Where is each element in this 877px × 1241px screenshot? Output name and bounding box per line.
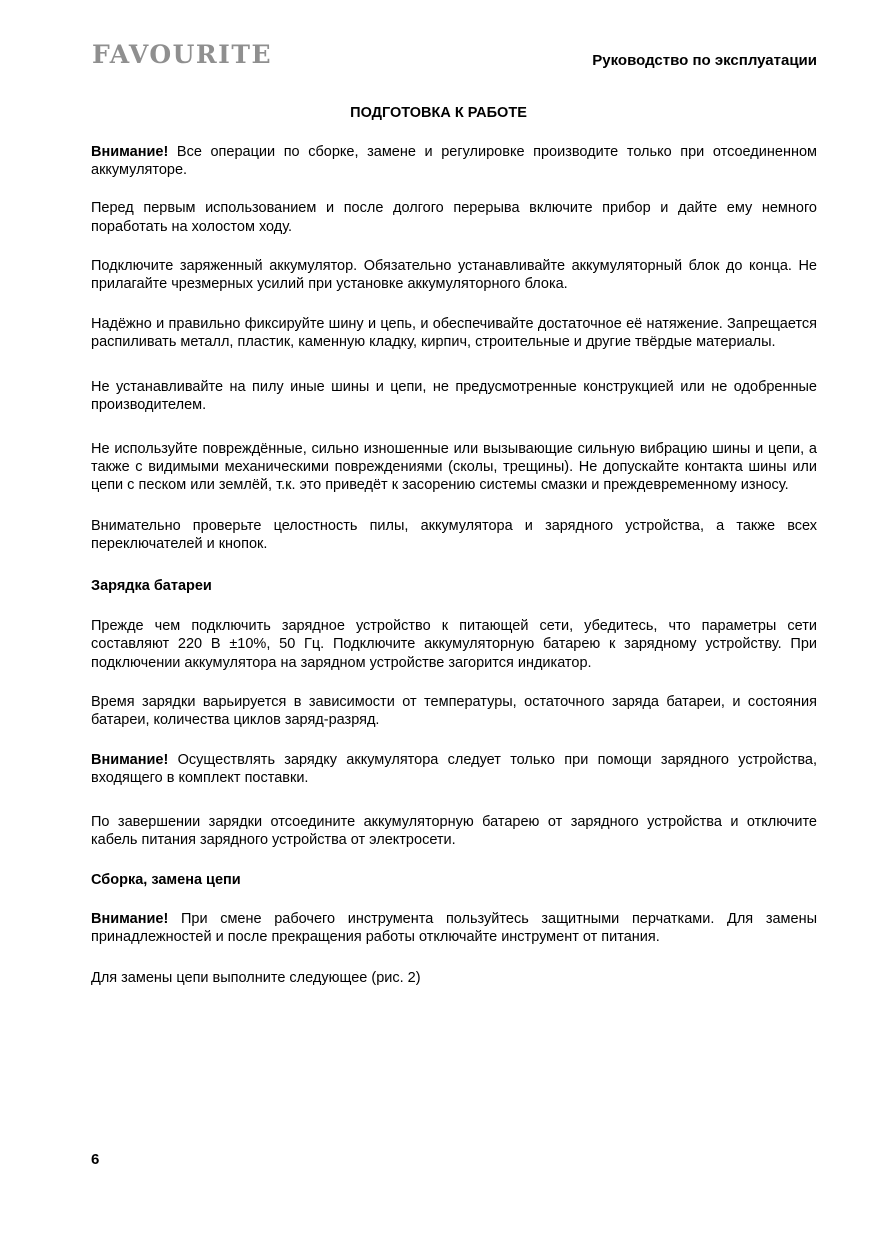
paragraph-battery-connect: Подключите заряженный аккумулятор. Обязательно устанавливайте аккумуляторный блок до конца. Не прилагайте чрезмерных усилий при установке аккумуляторного блока. (91, 257, 817, 293)
paragraph-charge-time: Время зарядки варьируется в зависимости от температуры, остаточного заряда батареи, и состояния батареи, количества циклов заряд-разряд. (91, 693, 817, 729)
section-heading-charging: Зарядка батареи (91, 578, 212, 595)
brand-logo: FAVOURITE (92, 40, 273, 69)
warning-label: Внимание! (91, 752, 169, 769)
paragraph-text: При смене рабочего инструмента пользуйтесь защитными перчатками. Для замены принадлежностей и после прекращения работы отключайте инструмент от питания. (91, 911, 817, 946)
page-number: 6 (91, 1151, 100, 1168)
warning-label: Внимание! (91, 911, 169, 928)
section-heading-chain: Сборка, замена цепи (91, 872, 241, 889)
paragraph-chain-replacement: Для замены цепи выполните следующее (рис. 2) (91, 969, 421, 986)
paragraph-text: Все операции по сборке, замене и регулировке производите только при отсоединенном аккумуляторе. (91, 144, 817, 179)
paragraph-check-integrity: Внимательно проверьте целостность пилы, аккумулятора и зарядного устройства, а также всех переключателей и кнопок. (91, 517, 817, 552)
document-type: Руководство по эксплуатации (592, 52, 817, 69)
page-title: ПОДГОТОВКА К РАБОТЕ (350, 105, 527, 121)
paragraph-warning-gloves (91, 910, 817, 946)
paragraph-after-charging: По завершении зарядки отсоедините аккумуляторную батарею от зарядного устройства и отключите кабель питания зарядного устройства от электросети. (91, 813, 817, 848)
paragraph-charger-network: Прежде чем подключить зарядное устройство к питающей сети, убедитесь, что параметры сети составляют 220 В ±10%, 50 Гц. Подключите аккумуляторную батарею к зарядному устройству. При подключении аккумулятора на зарядном устройстве загорится индикатор. (91, 618, 817, 671)
paragraph-damaged-bars: Не используйте повреждённые, сильно изношенные или вызывающие сильную вибрацию шины и цепи, а также с видимыми механическими повреждениями (сколы, трещины). Не допускайте контакта шины или цепи с песком или землёй, т.к. это приведёт к засорению системы смазки и преждевременному износу. (91, 441, 817, 494)
paragraph-text: Осуществлять зарядку аккумулятора следует только при помощи зарядного устройства, входящего в комплект поставки. (91, 752, 817, 787)
paragraph-warning-assembly (91, 143, 817, 179)
paragraph-warning-charger (91, 751, 817, 787)
warning-label: Внимание! (91, 144, 169, 160)
paragraph-other-bars: Не устанавливайте на пилу иные шины и цепи, не предусмотренные конструкцией или не одобренные производителем. (91, 378, 817, 413)
paragraph-first-use: Перед первым использованием и после долгого перерыва включите прибор и дайте ему немного поработать на холостом ходу. (91, 200, 817, 235)
paragraph-bar-chain: Надёжно и правильно фиксируйте шину и цепь, и обеспечивайте достаточное её натяжение. Запрещается распиливать металл, пластик, каменную кладку, кирпич, строительные и другие твёрдые материалы. (91, 316, 817, 351)
page-content (91, 143, 817, 987)
